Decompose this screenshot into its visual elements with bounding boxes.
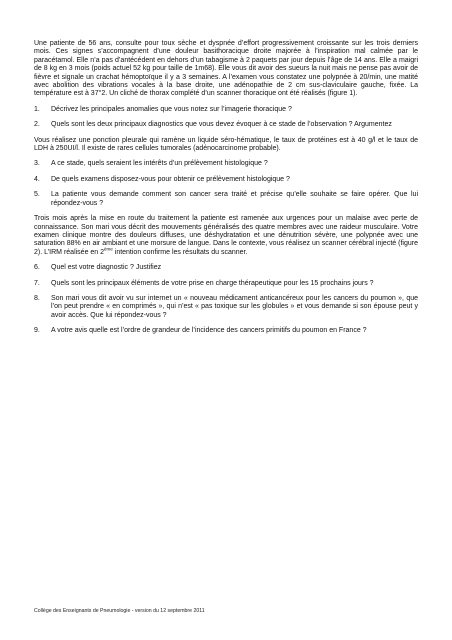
pleural-puncture-paragraph: Vous réalisez une ponction pleurale qui ramène un liquide séro-hématique, le taux de protéines est à 40 g/l et le taux de LDH à 250UI/l. Il existe de rares cellules tumorales (adénocarcinome probable). — [34, 136, 418, 153]
page-footer: Collège des Enseignants de Pneumologie - version du 12 septembre 2011 — [34, 608, 205, 614]
question-4 — [34, 176, 418, 184]
question-2 — [34, 121, 418, 129]
followup-paragraph — [34, 215, 418, 257]
question-number: 2. — [34, 121, 40, 129]
question-3 — [34, 160, 418, 168]
question-text: Quels sont les deux principaux diagnostics que vous devez évoquer à ce stade de l’observation ? Argumentez — [51, 121, 392, 129]
question-text: De quels examens disposez-vous pour obtenir ce prélèvement histologique ? — [51, 175, 290, 183]
followup-text-before: Trois mois après la mise en route du traitement la patiente est ramenée aux urgences pour un malaise avec perte de connaissance. Son mari vous décrit des mouvements généralisés des quatre membres avec une raideur musculaire. Votre examen clinique montre des douleurs diffuses, une déshydratation et une dénutrition sévère, une polypnée avec une saturation 88% en air ambiant et une morsure de langue. Dans le contexte, vous réalisez un scanner cérébral injecté (figure 2). L’IRM réalisée en 2 — [34, 215, 418, 256]
question-1 — [34, 106, 418, 114]
question-text: A ce stade, quels seraient les intérêts d’un prélèvement histologique ? — [51, 160, 268, 168]
question-6 — [34, 264, 418, 272]
question-8 — [34, 295, 418, 320]
question-text: Quels sont les principaux éléments de votre prise en charge thérapeutique pour les 15 prochains jours ? — [51, 279, 374, 287]
question-7 — [34, 280, 418, 288]
question-number: 5. — [34, 191, 40, 199]
question-text: Son mari vous dit avoir vu sur internet un « nouveau médicament anticancéreux pour les cancers du poumon », que l’on peut prendre « en comprimés », qui n’est « pas toxique sur les globules » et vous demande si son épouse peut y avoir accès. Que lui répondez-vous ? — [51, 294, 418, 319]
question-number: 1. — [34, 105, 40, 113]
question-number: 9. — [34, 327, 40, 335]
question-5 — [34, 191, 418, 208]
ordinal-superscript: ème — [104, 246, 113, 252]
question-text: A votre avis quelle est l’ordre de grandeur de l’incidence des cancers primitifs du poumon en France ? — [51, 327, 367, 335]
question-text: Quel est votre diagnostic ? Justifiez — [51, 264, 162, 272]
question-number: 4. — [34, 175, 40, 183]
question-number: 7. — [34, 279, 40, 287]
question-number: 3. — [34, 160, 40, 168]
question-number: 8. — [34, 294, 40, 302]
question-9 — [34, 327, 418, 335]
question-text: Décrivez les principales anomalies que vous notez sur l’imagerie thoracique ? — [51, 105, 292, 113]
question-number: 6. — [34, 264, 40, 272]
question-text: La patiente vous demande comment son cancer sera traité et précise qu’elle souhaite se faire opérer. Que lui répondez-vous ? — [51, 191, 418, 207]
case-intro-paragraph: Une patiente de 56 ans, consulte pour toux sèche et dyspnée d’effort progressivement croissante sur les trois derniers mois. Ces signes s’accompagnent d’une douleur basithoracique droite majorée à l’inspiration mal calmée par le paracétamol. Elle n’a pas d’antécédent en dehors d’un tabagisme à 2 paquets par jour depuis l’âge de 14 ans. Elle a maigri de 8 kg en 3 mois (poids actuel 52 kg pour taille de 1m68). Elle vous dit avoir des sueurs la nuit mais ne pense pas avoir de fièvre et signale un crachat hémoptoïque il y a 3 semaines. A l’examen vous constatez une polypnée à 20/min, une matité avec abolition des vibrations vocales à la base droite, une adénopathie de 2 cm sus-claviculaire gauche, fixée. La température est à 37°2. Un cliché de thorax complété d’un scanner thoracique ont été réalisés (figure 1). — [34, 40, 418, 98]
followup-text-after: intention confirme les résultats du scanner. — [112, 248, 248, 256]
